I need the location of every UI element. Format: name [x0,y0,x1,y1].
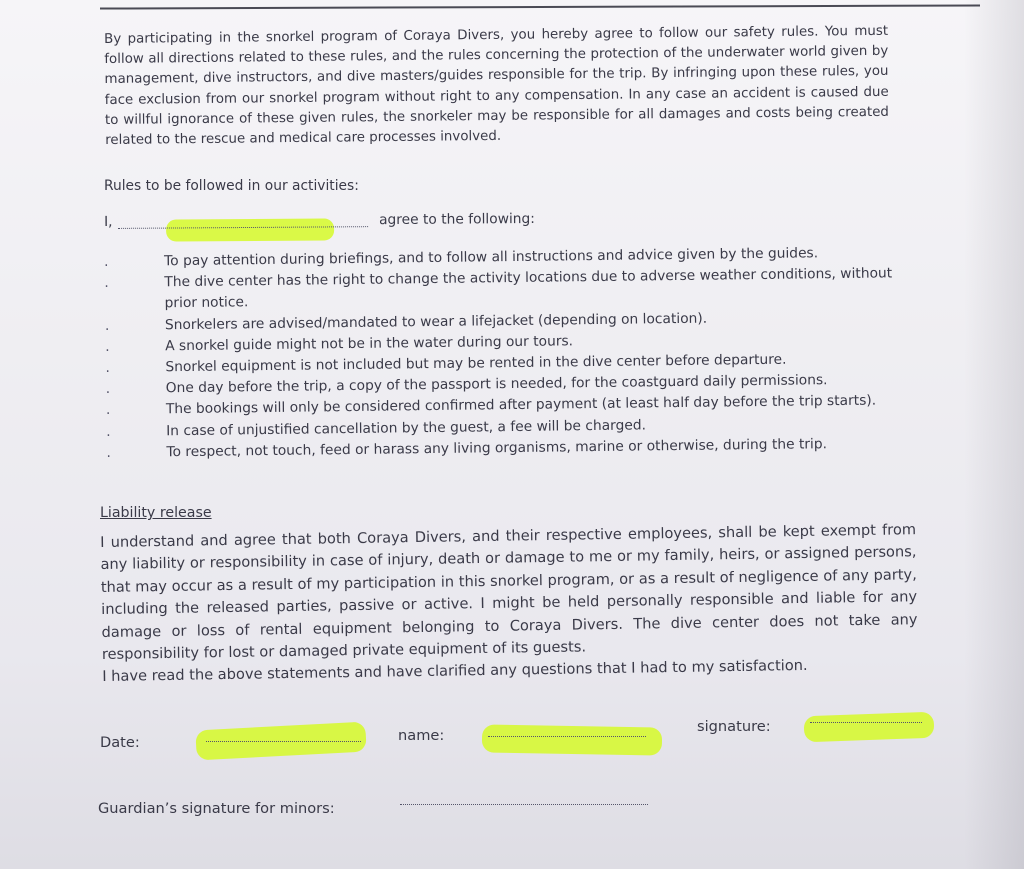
bullet: . [104,317,110,334]
acknowledgement-statement: I have read the above statements and have clarified any questions that I had to my satisfaction. [102,657,808,686]
rule-text: The bookings will only be considered confirmed after payment (at least half day before the trip starts). [165,393,877,418]
signature-field[interactable] [810,722,922,723]
intro-paragraph: By participating in the snorkel program of Coraya Divers, you hereby agree to follow our safety rules. You must follow all directions related to these rules, and the rules concerning the protection of the underwater world given by management, dive instructors, and dive masters/guides responsible for the trip. By infringing upon these rules, you face exclusion from our snorkel program without right to any compensation. In any case an accident is caused due to willful ignorance of these given rules, the snorkeler may be responsible for all damages and costs being created related to the rescue and medical care processes involved. [104,23,889,149]
agree-suffix: agree to the following: [378,210,535,229]
page-shadow [964,0,1024,869]
rule-text: Snorkel equipment is not included but may be rented in the dive center before departure. [165,351,787,376]
bullet: . [104,253,109,270]
rule-text: To respect, not touch, feed or harass any living organisms, marine or otherwise, during the trip. [166,436,828,461]
bullet: . [105,402,111,419]
name-label: name: [398,727,445,744]
bullet: . [105,359,110,377]
highlight-mark [166,218,334,241]
liability-body: I understand and agree that both Coraya Divers, and their respective employees, shall be kept exempt from any liability or responsibility in case of injury, death or damage to me or my family, heirs, or assigned persons, that may occur as a result of my participation in this snorkel program, or as a result of negligence of any party, including the released parties, passive or active. I might be held personally responsible and liable for any damage or loss of rental equipment belonging to Coraya Divers. The dive center does not take any responsibility for lost or damaged private equipment of its guests. [100,521,918,664]
rules-list [104,242,907,464]
signature-label: signature: [697,718,771,735]
agree-prefix: I, [104,213,113,230]
rule-text: Snorkelers are advised/mandated to wear a lifejacket (depending on location). [164,310,708,333]
bullet: . [106,444,111,461]
rule-text: To pay attention during briefings, and to follow all instructions and advice given by the guides. [164,245,819,270]
liability-heading: Liability release [100,505,212,521]
top-rule [100,4,980,9]
highlight-mark [804,712,935,743]
rule-text: A snorkel guide might not be in the water during our tours. [165,333,574,355]
date-label: Date: [100,734,140,751]
bullet: . [106,423,111,440]
liability-section [100,519,918,689]
date-field[interactable] [206,741,361,742]
guardian-signature-field[interactable] [400,804,648,805]
rules-heading: Rules to be followed in our activities: [104,178,359,194]
rule-text: The dive center has the right to change the activity locations due to adverse weather conditions, without prior notice. [164,265,893,312]
highlight-mark [482,724,662,755]
guardian-signature-label: Guardian’s signature for minors: [98,800,335,817]
bullet: . [105,381,111,398]
agree-line [104,211,564,238]
rule-text: In case of unjustified cancellation by the guest, a fee will be charged. [166,417,647,439]
bullet: . [104,275,109,292]
rule-text: One day before the trip, a copy of the passport is needed, for the coastguard daily permissions. [165,372,828,397]
name-field[interactable] [488,736,646,737]
bullet: . [105,338,110,355]
